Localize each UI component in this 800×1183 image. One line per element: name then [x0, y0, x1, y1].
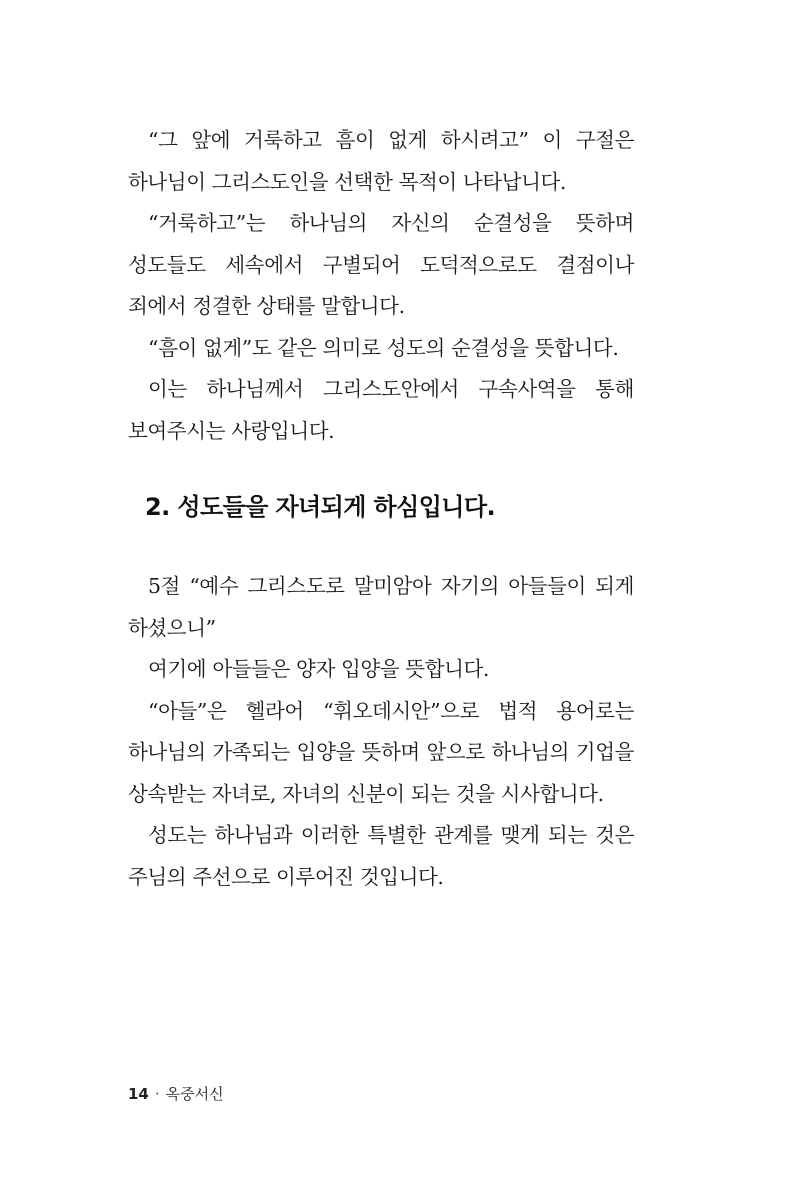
paragraph: “흠이 없게”도 같은 의미로 성도의 순결성을 뜻합니다. — [148, 335, 619, 360]
section-heading: 2. 성도들을 자녀되게 하심입니다. — [145, 493, 495, 521]
page-number: 14 — [128, 1085, 149, 1103]
page-footer — [128, 1084, 224, 1104]
paragraph: 이는 하나님께서 그리스도안에서 구속사역을 통해 보여주시는 사랑입니다. — [128, 377, 634, 443]
paragraph: “아들”은 헬라어 “휘오데시안”으로 법적 용어로는 하나님의 가족되는 입양을 뜻하며 앞으로 하나님의 기업을 상속받는 자녀로, 자녀의 신분이 되는 것을 시사합니다. — [128, 698, 634, 806]
body-section-1 — [128, 120, 634, 452]
paragraph: 성도는 하나님과 이러한 특별한 관계를 맺게 되는 것은 주님의 주선으로 이루어진 것입니다. — [128, 823, 634, 889]
paragraph: 여기에 아들들은 양자 입양을 뜻합니다. — [148, 657, 490, 681]
body-section-2 — [128, 566, 634, 898]
book-title: 옥중서신 — [165, 1085, 224, 1103]
paragraph: 5절 “예수 그리스도로 말미암아 자기의 아들들이 되게 하셨으니” — [128, 574, 634, 640]
footer-separator: · — [154, 1085, 160, 1103]
paragraph: “그 앞에 거룩하고 흠이 없게 하시려고” 이 구절은 하나님이 그리스도인을 선택한 목적이 나타납니다. — [128, 128, 634, 194]
paragraph: “거룩하고”는 하나님의 자신의 순결성을 뜻하며 성도들도 세속에서 구별되어 도덕적으로도 결점이나 죄에서 정결한 상태를 말합니다. — [128, 211, 634, 318]
